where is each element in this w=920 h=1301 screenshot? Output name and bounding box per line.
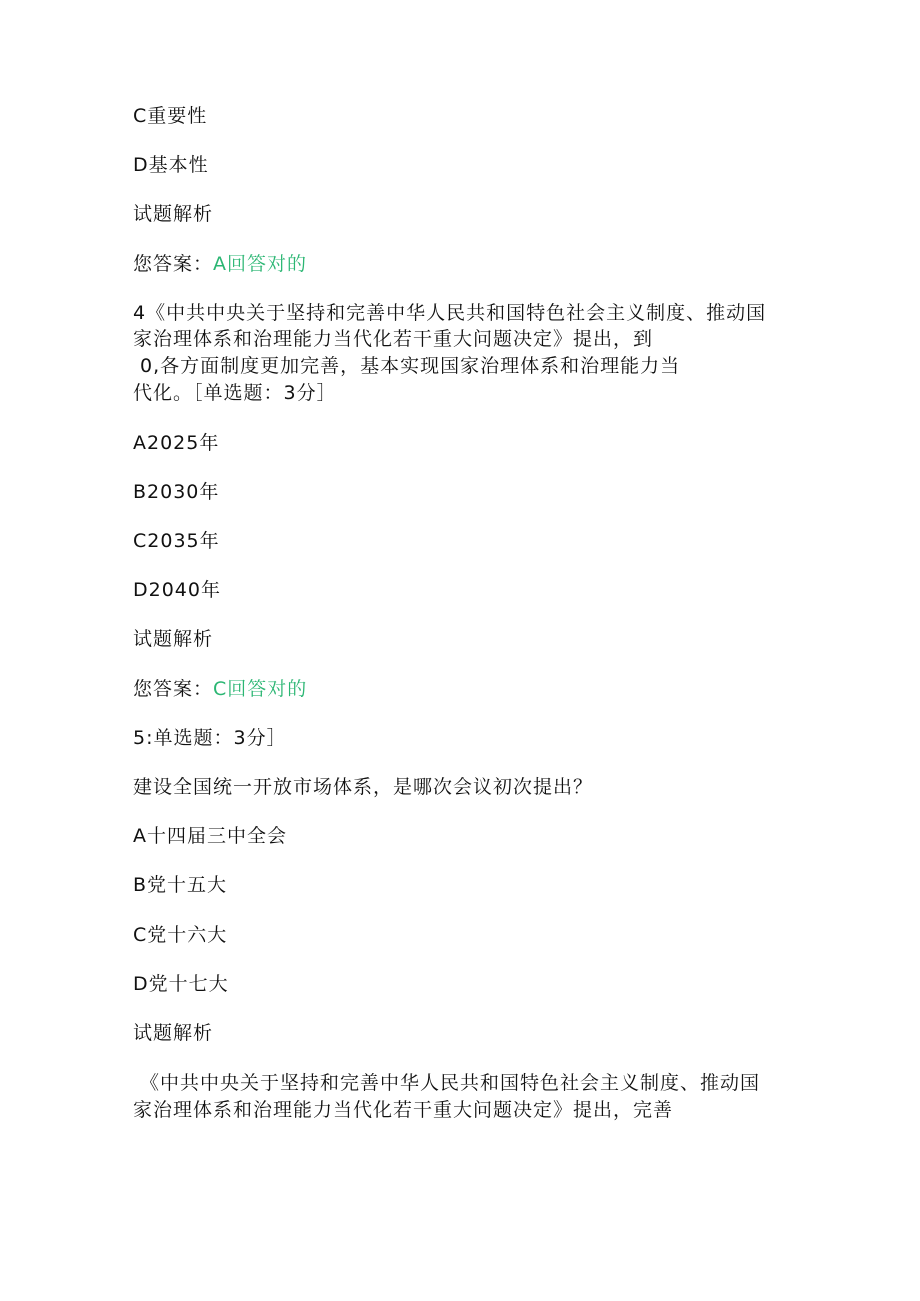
q4-option-d: D2040年: [133, 579, 221, 601]
q5-analysis-label: 试题解析: [133, 1022, 214, 1044]
q3-option-d: D基本性: [133, 154, 209, 176]
q4-option-a: A2025年: [133, 432, 220, 454]
q5-option-c: C党十六大: [133, 924, 228, 946]
q5-header: 5:单选题：3分］: [133, 727, 287, 749]
q4-question-line-4: 代化。［单选题：3分］: [133, 382, 337, 404]
q5-option-d: D党十七大: [133, 973, 229, 995]
q4-option-b: B2030年: [133, 481, 220, 503]
q4-question-line-2: 家治理体系和治理能力当代化若干重大问题决定》提出，到: [133, 328, 654, 350]
q4-answer-label: 您答案：: [133, 678, 214, 700]
q5-analysis-line-1: 《中共中央关于坚持和完善中华人民共和国特色社会主义制度、推动国: [133, 1072, 761, 1094]
q4-question-line-3: 0,各方面制度更加完善，基本实现国家治理体系和治理能力当: [133, 355, 681, 377]
q3-analysis-label: 试题解析: [133, 203, 214, 225]
q4-answer-value: C回答对的: [213, 678, 308, 700]
q3-option-c: C重要性: [133, 105, 208, 127]
q4-answer-row: [133, 676, 307, 702]
q5-question: 建设全国统一开放市场体系，是哪次会议初次提出？: [133, 776, 594, 798]
q5-option-b: B党十五大: [133, 874, 228, 896]
q5-option-a: A十四届三中全会: [133, 825, 287, 847]
q5-analysis-line-2: 家治理体系和治理能力当代化若干重大问题决定》提出，完善: [133, 1099, 674, 1121]
q3-answer-row: [133, 251, 307, 277]
q3-answer-value: A回答对的: [213, 253, 308, 275]
q4-option-c: C2035年: [133, 530, 220, 552]
q4-question-line-1: 4《中共中央关于坚持和完善中华人民共和国特色社会主义制度、推动国: [133, 302, 767, 324]
q3-answer-label: 您答案：: [133, 253, 214, 275]
q4-analysis-label: 试题解析: [133, 628, 214, 650]
